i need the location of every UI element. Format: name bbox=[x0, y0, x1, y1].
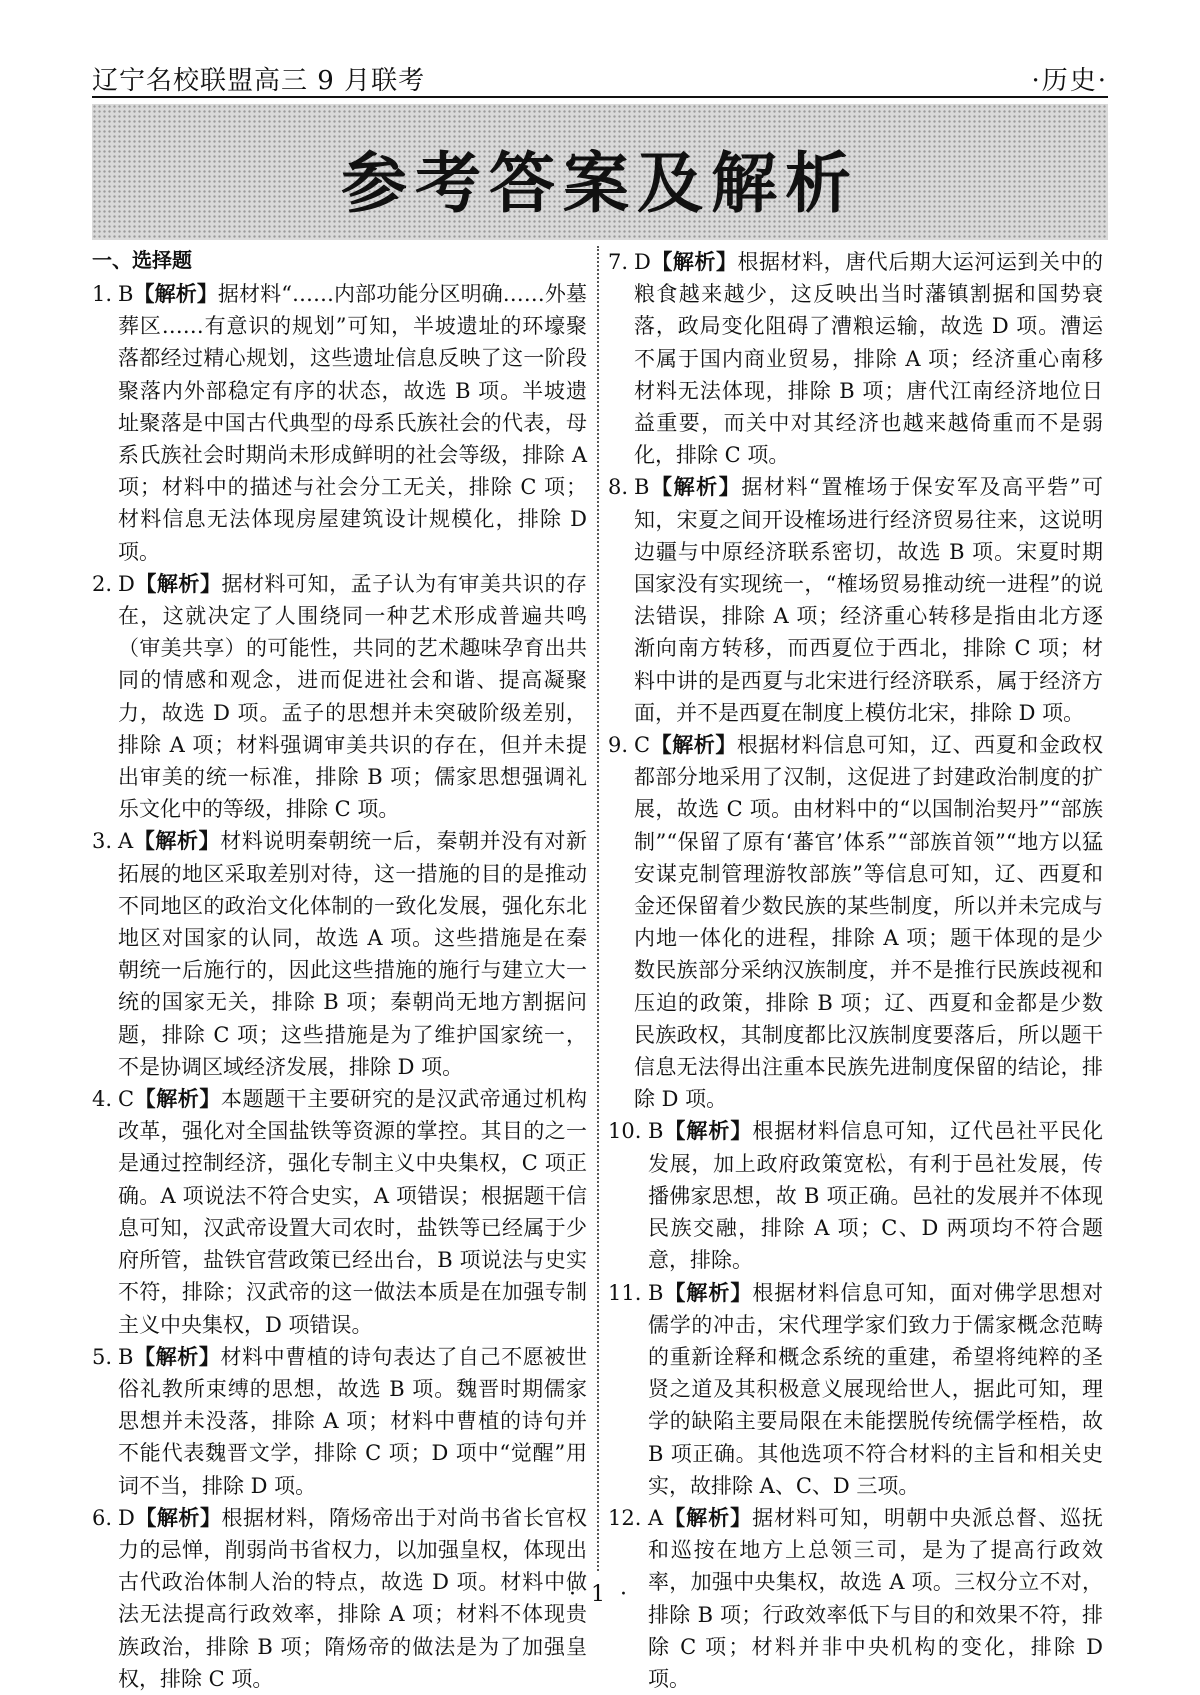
analysis-text: 根据材料信息可知，面对佛学思想对儒学的冲击，宋代理学家们致力于儒家概念范畴的重新诠释和概念系统的重建，希望将纯粹的圣贤之道及其积极意义展现给世人，据此可知，理学的缺陷主要局限在未能摆脱传统儒学桎梏，故 B 项正确。其他选项不符合材料的主旨和相关史实，故排除 A、C、D 三项。 bbox=[648, 1280, 1103, 1498]
answer-letter: B bbox=[118, 1344, 134, 1369]
analysis-text: 根据材料信息可知，辽、西夏和金政权都部分地采用了汉制，这促进了封建政治制度的扩展，故选 C 项。由材料中的“以国制治契丹”“部族制”“保留了原有‘蕃官’体系”“部族首领”“地方以猛安谋克制管理游牧部族”等信息可知，辽、西夏和金还保留着少数民族的某些制度，所以并未完成与内地一体化的进程，排除 A 项；题干体现的是少数民族部分采纳汉族制度，并不是推行民族歧视和压迫的政策，排除 B 项；辽、西夏和金都是少数民族政权，其制度都比汉族制度要落后，所以题干信息无法得出注重本民族先进制度保留的结论，排除 D 项。 bbox=[634, 733, 1104, 1112]
analysis-tag: 【解析】 bbox=[133, 281, 218, 306]
item-number: 2. bbox=[92, 571, 113, 596]
analysis-tag: 【解析】 bbox=[663, 1504, 753, 1530]
analysis-text: 根据材料信息可知，辽代邑社平民化发展，加上政府政策宽松，有利于邑社发展，传播佛家思想，故 B 项正确。邑社的发展并不体现民族交融，排除 A 项；C、D 两项均不符合题意，排除。 bbox=[648, 1119, 1103, 1273]
item-number: 3. bbox=[92, 829, 113, 854]
answer-letter: D bbox=[118, 571, 135, 596]
item-number: 1. bbox=[92, 282, 113, 306]
right-column bbox=[608, 246, 1103, 1695]
item-number: 9. bbox=[608, 733, 629, 758]
title-banner bbox=[92, 104, 1108, 240]
answer-letter: C bbox=[118, 1087, 135, 1112]
analysis-text: 根据材料，唐代后期大运河运到关中的粮食越来越少，这反映出当时藩镇割据和国势衰落，政局变化阻碍了漕粮运输，故选 D 项。漕运不属于国内商业贸易，排除 A 项；经济重心南移材料无法体现，排除 B 项；唐代江南经济地位日益重要，而关中对其经济也越来越倚重而不是弱化，排除 C 项。 bbox=[634, 250, 1103, 468]
answer-letter: D bbox=[118, 1505, 135, 1530]
left-column bbox=[92, 246, 587, 1695]
page-header bbox=[92, 58, 1108, 98]
item-number: 4. bbox=[92, 1087, 113, 1112]
analysis-text: 材料中曹植的诗句表达了自己不愿被世俗礼教所束缚的思想，故选 B 项。魏晋时期儒家思想并未没落，排除 A 项；材料中曹植的诗句并不能代表魏晋文学，排除 C 项；D 项中“觉醒”用词不当，排除 D 项。 bbox=[118, 1344, 588, 1498]
answer-item bbox=[608, 1115, 1103, 1276]
answer-item bbox=[92, 278, 587, 568]
analysis-tag: 【解析】 bbox=[134, 1504, 222, 1530]
analysis-tag: 【解析】 bbox=[133, 1343, 221, 1369]
answer-item bbox=[608, 729, 1103, 1115]
item-number: 8. bbox=[608, 475, 629, 500]
analysis-text: 据材料可知，明朝中央派总督、巡抚和巡按在地方上总领三司，是为了提高行政效率，加强中央集权，故选 A 项。三权分立不对，排除 B 项；行政效率低下与目的和效果不符，排除 C 项；材料并非中央机构的变化，排除 D 项。 bbox=[648, 1505, 1104, 1691]
analysis-tag: 【解析】 bbox=[649, 474, 742, 500]
analysis-text: 据材料“置榷场于保安军及高平砦”可知，宋夏之间开设榷场进行经济贸易往来，这说明边疆与中原经济联系密切，故选 B 项。宋夏时期国家没有实现统一，“榷场贸易推动统一进程”的说法错误，排除 A 项；经济重心转移是指由北方逐渐向南方转移，而西夏位于西北，排除 C 项；材料中讲的是西夏与北宋进行经济联系，属于经济方面，并不是西夏在制度上模仿北宋，排除 D 项。 bbox=[634, 475, 1104, 725]
item-number: 5. bbox=[92, 1344, 113, 1369]
analysis-tag: 【解析】 bbox=[650, 249, 738, 274]
item-number: 12. bbox=[608, 1505, 642, 1530]
answer-item bbox=[92, 1341, 587, 1502]
answer-letter: B bbox=[648, 1280, 664, 1305]
analysis-text: 本题题干主要研究的是汉武帝通过机构改革，强化对全国盐铁等资源的掌控。其目的之一是通过控制经济，强化专制主义中央集权，C 项正确。A 项说法不符合史实，A 项错误；根据题干信息可知，汉武帝设置大司农时，盐铁等已经属于少府所管，盐铁官营政策已经出台，B 项说法与史实不符，排除；汉武帝的这一做法本质是在加强专制主义中央集权，D 项错误。 bbox=[118, 1087, 588, 1337]
answer-letter: C bbox=[634, 733, 651, 758]
answer-letter: D bbox=[634, 250, 651, 274]
item-number: 11. bbox=[608, 1280, 642, 1305]
analysis-tag: 【解析】 bbox=[134, 570, 222, 596]
answer-item bbox=[608, 246, 1103, 471]
item-number: 6. bbox=[92, 1505, 113, 1530]
column-divider bbox=[597, 246, 599, 1571]
page-title: 参考答案及解析 bbox=[341, 145, 859, 222]
exam-title: 辽宁名校联盟高三 9 月联考 bbox=[92, 66, 426, 96]
subject-label: ·历史· bbox=[1031, 66, 1108, 96]
answer-item bbox=[608, 1277, 1103, 1502]
item-number: 7. bbox=[608, 250, 629, 274]
analysis-text: 材料说明秦朝统一后，秦朝并没有对新拓展的地区采取差别对待，这一措施的目的是推动不同地区的政治文化体制的一致化发展，强化东北地区对国家的认同，故选 A 项。这些措施是在秦朝统一后施行的，因此这些措施的施行与建立大一统的国家无关，排除 B 项；秦朝尚无地方割据问题，排除 C 项；这些措施是为了维护国家统一，不是协调区域经济发展，排除 D 项。 bbox=[118, 829, 588, 1079]
answer-letter: A bbox=[118, 829, 134, 854]
item-number: 10. bbox=[608, 1119, 642, 1144]
answer-letter: B bbox=[634, 475, 650, 500]
answer-item bbox=[92, 825, 587, 1083]
answer-item bbox=[92, 568, 587, 826]
answer-item bbox=[92, 1083, 587, 1341]
analysis-text: 据材料“……内部功能分区明确……外墓葬区……有意识的规划”可知，半坡遗址的环壕聚落都经过精心规划，这些遗址信息反映了这一阶段聚落内外部稳定有序的状态，故选 B 项。半坡遗址聚落是中国古代典型的母系氏族社会的代表，母系氏族社会时期尚未形成鲜明的社会等级，排除 A 项；材料中的描述与社会分工无关，排除 C 项；材料信息无法体现房屋建筑设计规模化，排除 D 项。 bbox=[118, 282, 587, 564]
analysis-tag: 【解析】 bbox=[133, 828, 221, 854]
analysis-tag: 【解析】 bbox=[663, 1279, 753, 1305]
answer-item bbox=[608, 471, 1103, 729]
analysis-tag: 【解析】 bbox=[134, 1086, 221, 1112]
answer-letter: A bbox=[648, 1505, 664, 1530]
analysis-text: 根据材料，隋炀帝出于对尚书省长官权力的忌惮，削弱尚书省权力，以加强皇权，体现出古代政治体制人治的特点，故选 D 项。材料中做法无法提高行政效率，排除 A 项；材料不体现贵族政治，排除 B 项；隋炀帝的做法是为了加强皇权，排除 C 项。 bbox=[118, 1505, 587, 1691]
answer-letter: B bbox=[648, 1119, 664, 1144]
section-title: 一、选择题 bbox=[92, 248, 192, 272]
page-number: · 1 · bbox=[569, 1582, 631, 1607]
analysis-tag: 【解析】 bbox=[663, 1118, 753, 1144]
analysis-tag: 【解析】 bbox=[650, 732, 737, 758]
analysis-text: 据材料可知，孟子认为有审美共识的存在，这就决定了人围绕同一种艺术形成普遍共鸣（审美共享）的可能性，共同的艺术趣味孕育出共同的情感和观念，进而促进社会和谐、提高凝聚力，故选 D 项。孟子的思想并未突破阶级差别，排除 A 项；材料强调审美共识的存在，但并未提出审美的统一标准，排除 B 项；儒家思想强调礼乐文化中的等级，排除 C 项。 bbox=[118, 571, 587, 822]
answer-letter: B bbox=[118, 282, 134, 306]
